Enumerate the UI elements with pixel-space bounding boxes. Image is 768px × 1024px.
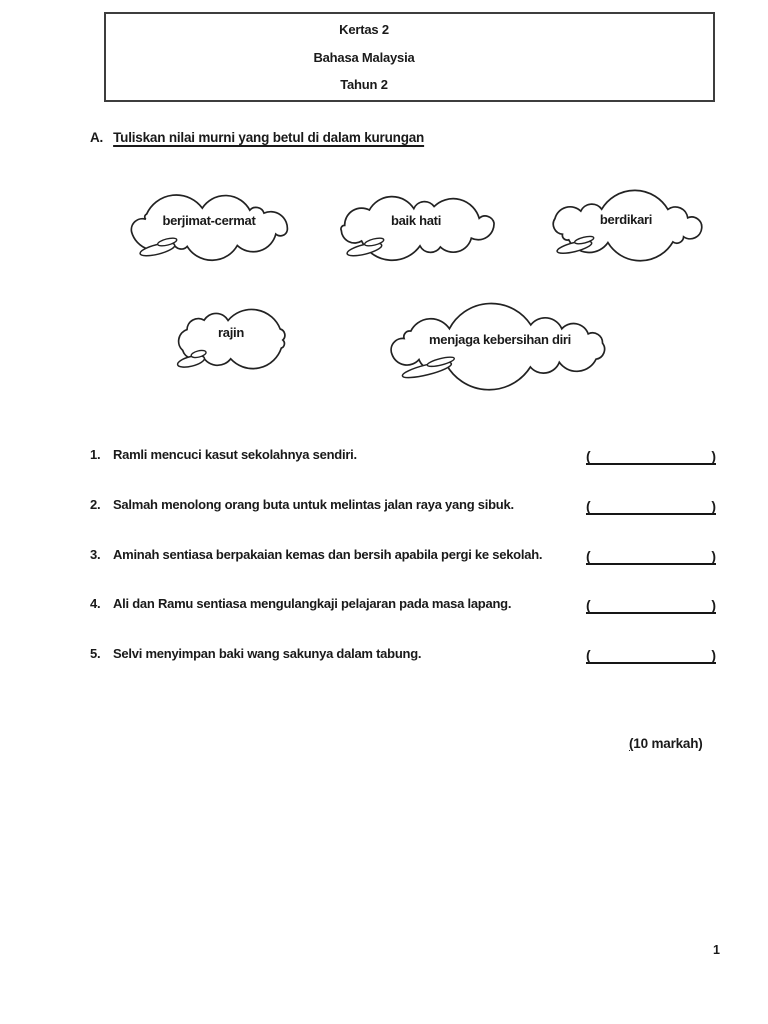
value-cloud: [120, 193, 298, 261]
header-line-paper: Kertas 2: [339, 22, 389, 37]
question-text: Selvi menyimpan baki wang sakunya dalam tabung.: [113, 646, 422, 661]
question-row: [90, 547, 570, 563]
question-text: Aminah sentiasa berpakaian kemas dan bersih apabila pergi ke sekolah.: [113, 547, 543, 562]
question-number: 2.: [90, 497, 101, 512]
question-row: [90, 646, 570, 662]
open-paren: (: [586, 548, 591, 564]
section-label: A.: [90, 130, 104, 145]
question-text: Salmah menolong orang buta untuk melintas jalan raya yang sibuk.: [113, 497, 514, 512]
exam-header-box: [104, 12, 715, 102]
cloud-label: menjaga kebersihan diri: [429, 331, 571, 347]
cloud-label: baik hati: [390, 212, 442, 228]
question-row: [90, 596, 570, 612]
question-number: 3.: [90, 547, 101, 562]
exam-header-text: [106, 14, 622, 100]
open-paren: (: [586, 597, 591, 613]
open-paren: (: [586, 448, 591, 464]
section-instruction: Tuliskan nilai murni yang betul di dalam kurungan: [113, 130, 425, 145]
cloud-label: rajin: [218, 324, 244, 340]
question-number: 5.: [90, 646, 101, 661]
question-number: 4.: [90, 596, 101, 611]
close-paren: ): [711, 548, 716, 564]
page-number: 1: [713, 943, 720, 957]
question-number: 1.: [90, 447, 101, 462]
answer-blank: [586, 596, 716, 614]
close-paren: ): [711, 498, 716, 514]
question-text: Ali dan Ramu sentiasa mengulangkaji pelajaran pada masa lapang.: [113, 596, 512, 611]
open-paren: (: [586, 498, 591, 514]
cloud-label: berdikari: [599, 211, 653, 227]
close-paren: ): [711, 597, 716, 613]
answer-blank: [586, 547, 716, 565]
marks-text: 10 markah): [633, 736, 703, 751]
header-line-year: Tahun 2: [340, 77, 388, 92]
open-paren: (: [586, 647, 591, 663]
answer-blank: [586, 497, 716, 515]
header-line-subject: Bahasa Malaysia: [313, 49, 415, 65]
value-cloud: [162, 305, 300, 373]
marks-label: [629, 736, 703, 751]
close-paren: ): [711, 448, 716, 464]
question-text: Ramli mencuci kasut sekolahnya sendiri.: [113, 447, 357, 462]
answer-blank: [586, 447, 716, 465]
section-a-heading: [90, 130, 424, 145]
value-cloud: [374, 310, 626, 382]
marks-open-paren: (: [629, 736, 634, 751]
value-cloud: [537, 194, 715, 258]
question-row: [90, 497, 570, 513]
answer-blank: [586, 646, 716, 664]
question-row: [90, 447, 570, 463]
close-paren: ): [711, 647, 716, 663]
cloud-label: berjimat-cermat: [162, 212, 256, 228]
value-cloud: [327, 193, 505, 261]
